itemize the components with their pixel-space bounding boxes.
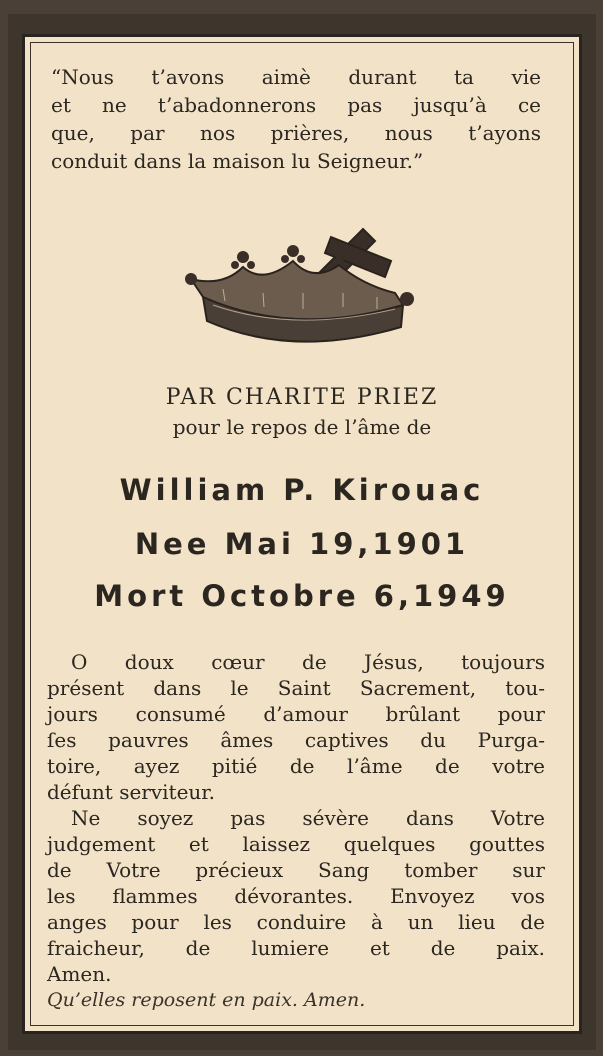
deceased-name: William P. Kirouac [119, 473, 485, 507]
prayer-line: de Votre précieux Sang tomber sur [47, 858, 545, 882]
prayer-line: présent dans le Saint Sacrement, tou- [47, 676, 545, 700]
quote-line: que, par nos prières, nous t’ayons [51, 121, 541, 145]
prayer-line: ſes pauvres âmes captives du Purga- [47, 728, 545, 752]
prayer-line: judgement et laissez quelques gouttes [47, 832, 545, 856]
prayer-line: toire, ayez pitié de l’âme de votre [47, 754, 545, 778]
death-date: Mort Octobre 6,1949 [94, 579, 510, 613]
prayer-line: défunt serviteur. [47, 780, 216, 804]
prayer-line: O doux cœur de Jésus, toujours [71, 650, 545, 674]
par-charite-heading: PAR CHARITE PRIEZ [165, 385, 439, 410]
birth-date: Nee Mai 19,1901 [134, 527, 470, 561]
quote-line: et ne t’abadonnerons pas jusqu’à ce [51, 93, 541, 117]
prayer-text [47, 649, 545, 987]
prayer-line: fraicheur, de lumiere et de paix. [47, 936, 545, 960]
prayer-line: Amen. [47, 962, 112, 986]
prayer-line: les flammes dévorantes. Envoyez vos [47, 884, 545, 908]
closing-line: Qu’elles reposent en paix. Amen. [47, 989, 366, 1011]
prayer-line: Ne soyez pas sévère dans Votre [71, 806, 545, 830]
crown-cross-icon [163, 209, 423, 359]
pour-repos-line: pour le repos de l’âme de [172, 415, 432, 439]
quote-line: “Nous t’avons aimè durant ta vie [51, 65, 541, 89]
prayer-line: jours consumé d’amour brûlant pour [47, 702, 545, 726]
card-frame [22, 34, 582, 1034]
opening-quote [51, 63, 541, 175]
quote-line: conduit dans la maison lu Seigneur.” [51, 149, 424, 173]
prayer-line: anges pour les conduire à un lieu de [47, 910, 545, 934]
